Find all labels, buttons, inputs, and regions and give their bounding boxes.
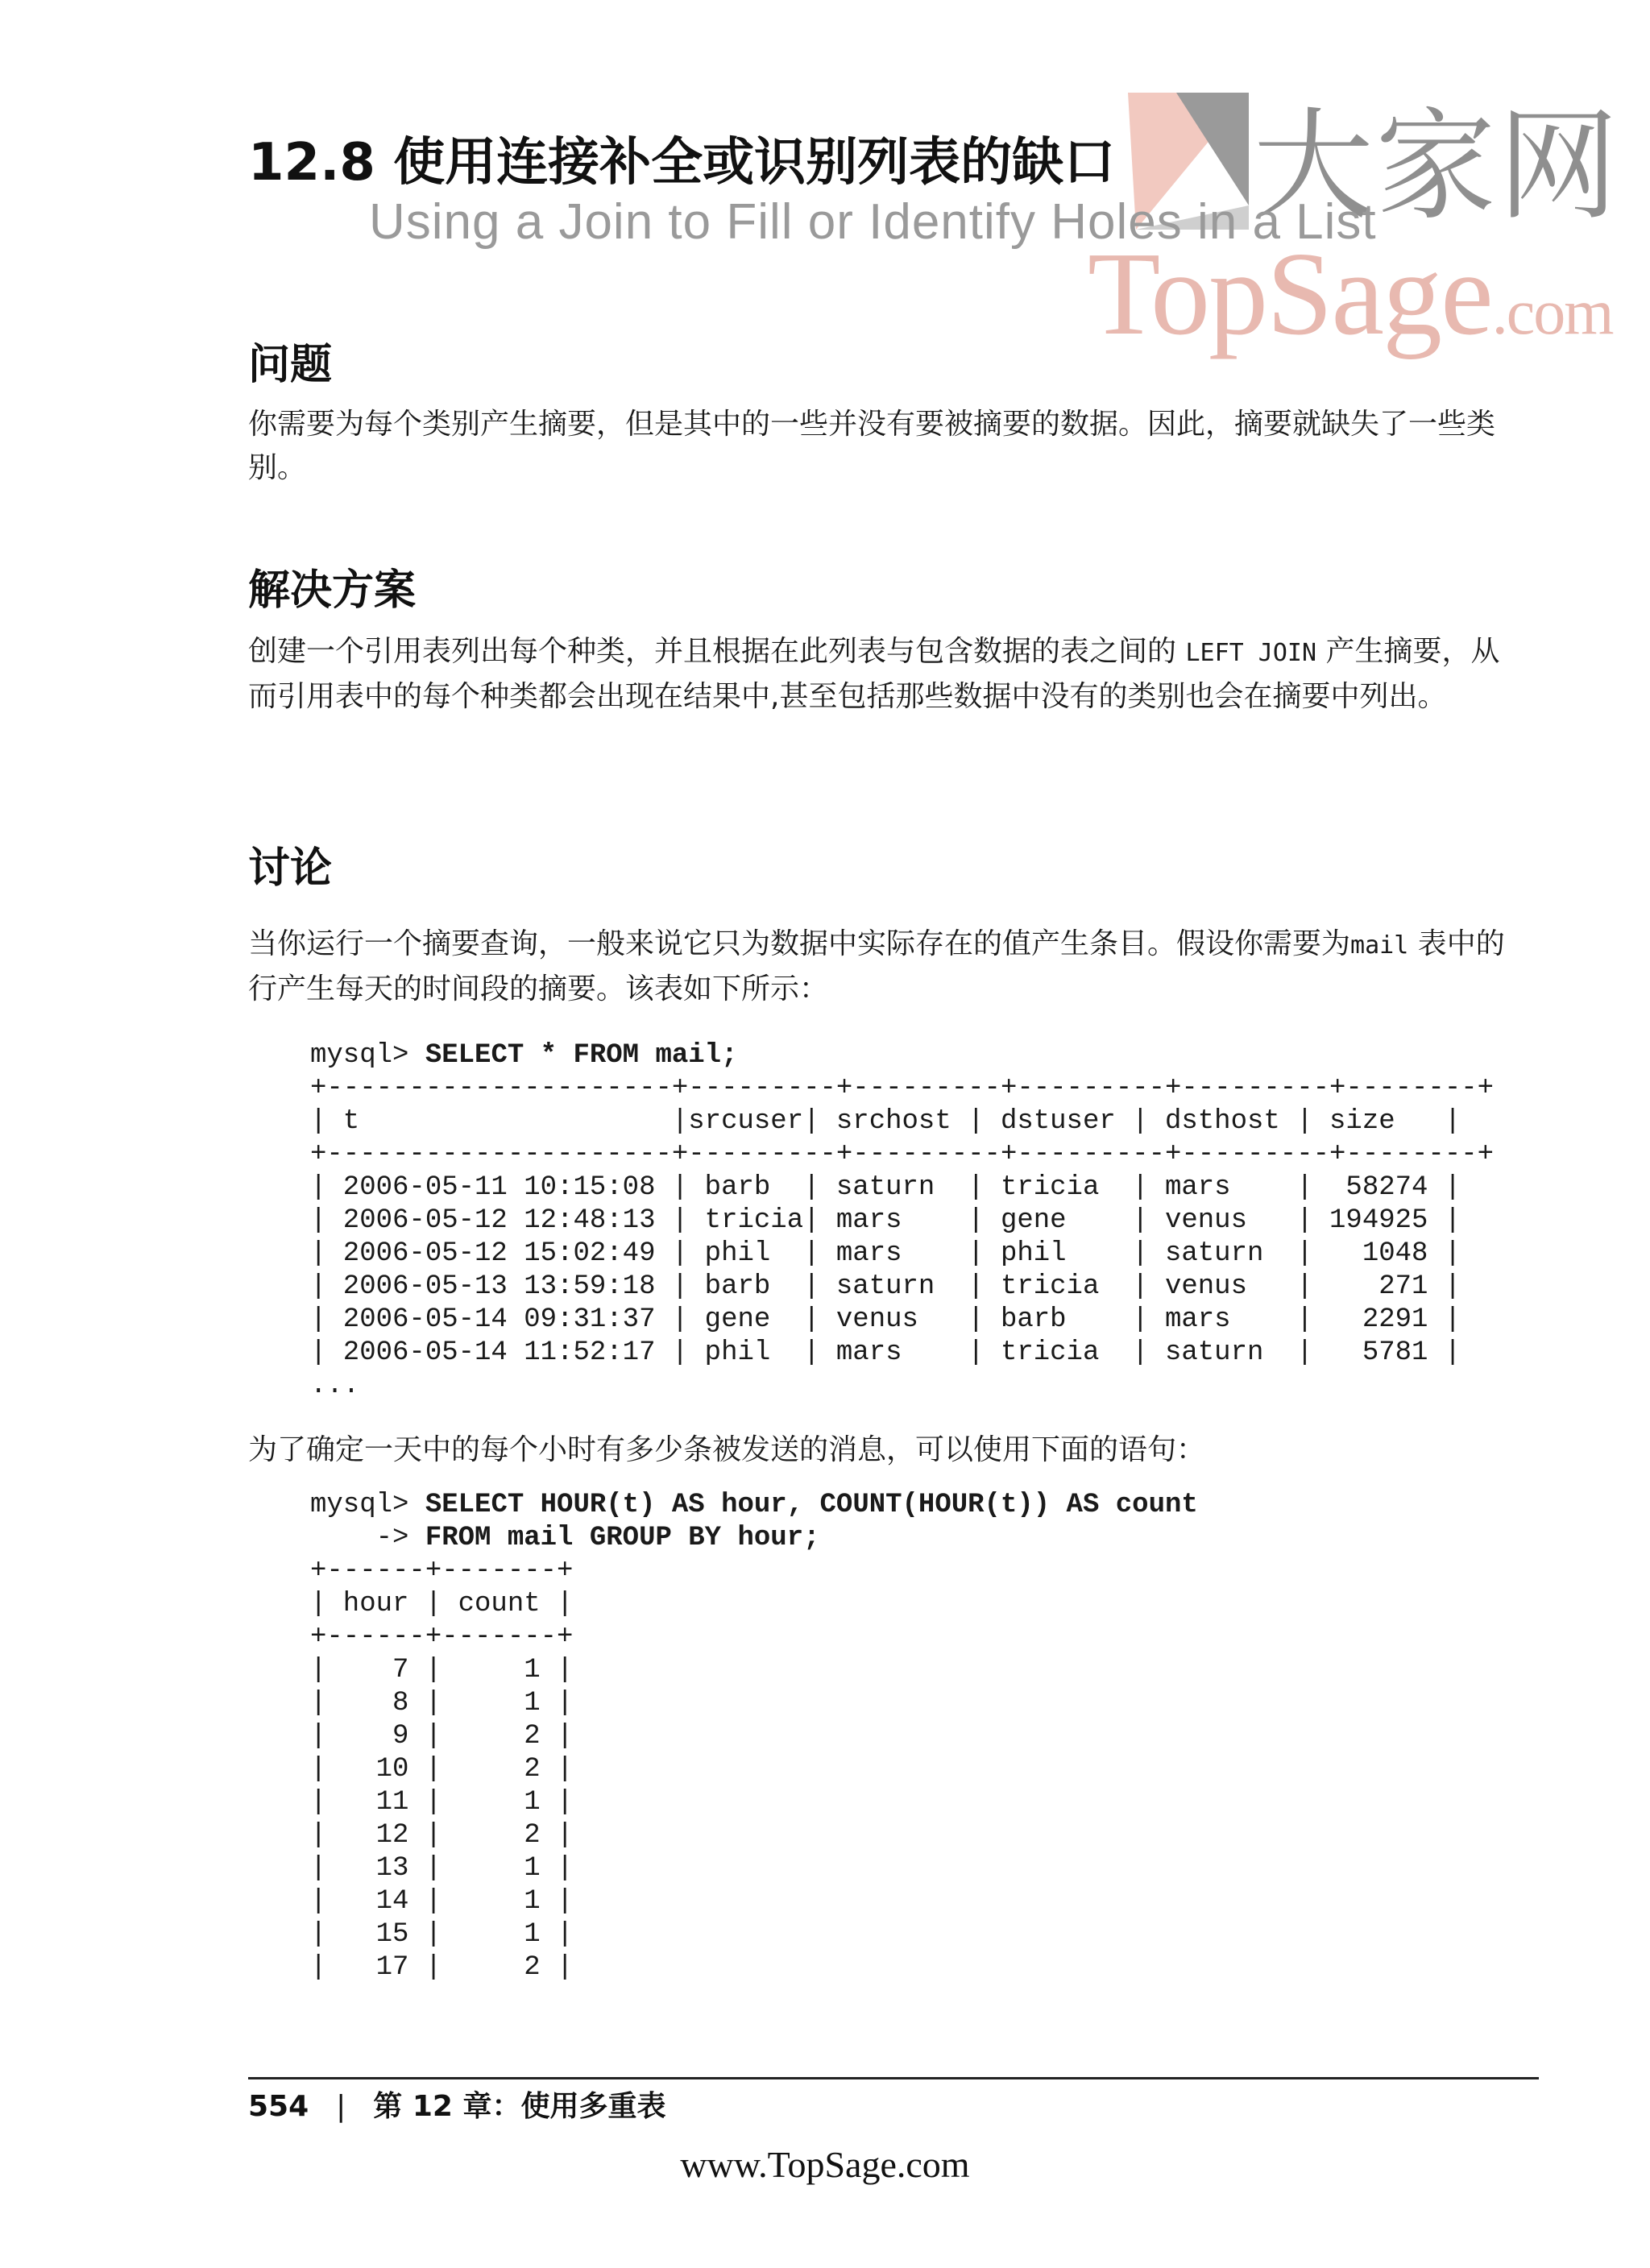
discussion-heading: 讨论 xyxy=(248,844,333,893)
page-number: 554 xyxy=(248,2090,309,2123)
website-url: www.TopSage.com xyxy=(680,2144,970,2185)
mysql-prompt: mysql> xyxy=(310,1490,425,1520)
solution-text-before: 创建一个引用表列出每个种类，并且根据在此列表与包含数据的表之间的 xyxy=(248,635,1186,668)
mail-table-output: +---------------------+---------+---------+---------+---------+--------+ | t |srcuser| srchost | dstuser | dsthost | size | +---------------------+---------+---------+---------+---------+--------+ | 2006-05-11 10:15:08 | barb | saturn | tricia | mars | 58274 | | 2006-05-12 12:48:13 | tricia| mars | gene | venus | 194925 | | 2006-05-12 15:02:49 | phil | mars | phil | saturn | 1048 | | 2006-05-13 13:59:18 | barb | saturn | tricia | venus | 271 | | 2006-05-14 09:31:37 | gene | venus | barb | mars | 2291 | | 2006-05-14 11:52:17 | phil | mars | tricia | saturn | 5781 | ... xyxy=(310,1073,1495,1401)
chapter-title: 第 12 章：使用多重表 xyxy=(373,2090,666,2123)
query2-line1 xyxy=(310,1489,1198,1522)
query1-sql: SELECT * FROM mail; xyxy=(425,1040,738,1071)
page-footer xyxy=(248,2083,665,2125)
discussion-text-2: 为了确定一天中的每个小时有多少条被发送的消息，可以使用下面的语句： xyxy=(248,1433,1206,1466)
problem-text: 你需要为每个类别产生摘要，但是其中的一些并没有要被摘要的数据。因此，摘要就缺失了一些类别。 xyxy=(248,408,1496,484)
logo-chinese-text: 大家网 xyxy=(1253,97,1621,237)
section-title: 12.8 使用连接补全或识别列表的缺口 xyxy=(248,133,1116,193)
solution-inline-code: LEFT JOIN xyxy=(1185,639,1317,667)
mysql-prompt: mysql> xyxy=(310,1040,425,1071)
discussion-text-before: 当你运行一个摘要查询，一般来说它只为数据中实际存在的值产生条目。假设你需要为 xyxy=(248,927,1351,960)
footer-rule xyxy=(248,2077,1539,2079)
solution-heading: 解决方案 xyxy=(248,566,417,615)
continuation-prompt: -> xyxy=(310,1523,425,1553)
query1-line xyxy=(310,1039,738,1072)
discussion-text xyxy=(248,923,1513,1011)
query2-line2 xyxy=(310,1522,820,1555)
logo-brand: TopSage xyxy=(1088,228,1492,360)
problem-heading: 问题 xyxy=(248,341,333,389)
discussion-text-after: 表中的行产生每天的时间段的摘要。该表如下所示： xyxy=(248,927,1505,1005)
query2-sql-line1: SELECT HOUR(t) AS hour, COUNT(HOUR(t)) AS count xyxy=(425,1490,1198,1520)
solution-text xyxy=(248,630,1513,719)
hour-count-table-output: +------+-------+ | hour | count | +------+-------+ | 7 | 1 | | 8 | 1 | | 9 | 2 | | 10 | 2 | | 11 | 1 | | 12 | 2 | | 13 | 1 | | 14 | 1 | | 15 | 1 | | 17 | 2 | xyxy=(310,1556,574,1983)
logo-domain: .com xyxy=(1491,277,1613,348)
section-subtitle: Using a Join to Fill or Identify Holes in a List xyxy=(369,194,1377,250)
solution-text-after: 产生摘要，从而引用表中的每个种类都会出现在结果中,甚至包括那些数据中没有的类别也会在摘要中列出。 xyxy=(248,635,1500,713)
query2-sql-line2: FROM mail GROUP BY hour; xyxy=(425,1523,820,1553)
discussion-inline-code: mail xyxy=(1350,931,1409,960)
footer-separator: | xyxy=(336,2090,346,2123)
